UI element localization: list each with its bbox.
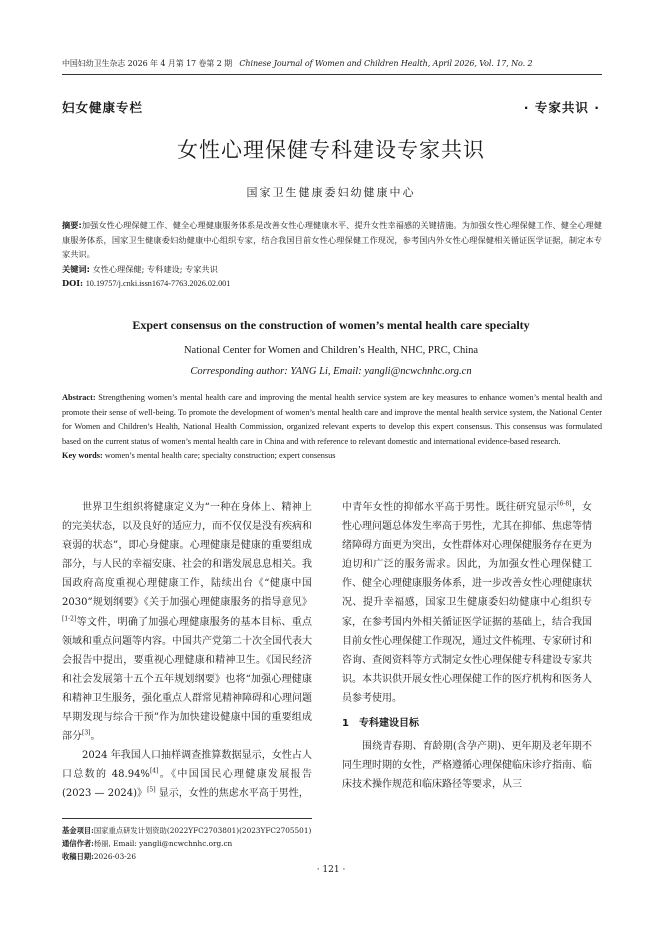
paper-title-en: Expert consensus on the construction of women’s mental health care specialty [132, 318, 530, 332]
body-column-left [62, 498, 312, 804]
column-tag-right: · 专家共识 · [523, 100, 600, 115]
running-header-cn: 中国妇幼卫生杂志 2026 年 4 月第 17 卷第 2 期 [62, 59, 233, 68]
doi: DOI: 10.19757/j.cnki.issn1674-7763.2026.02.001 [62, 278, 231, 288]
footnote [62, 824, 602, 863]
keywords-en: Key words: women’s mental health care; specialty construction; expert consensus [62, 451, 336, 460]
author-cn: 国家卫生健康委妇幼健康中心 [246, 186, 416, 199]
footnote-rule [62, 818, 312, 819]
section-heading: 1 专科建设目标 [342, 718, 419, 730]
abstract-cn-body: 摘要:加强女性心理保健工作、健全心理健康服务体系是改善女性心理健康水平、提升女性幸福感的关键措施。为加强女性心理保健工作、健全心理健康服务体系，国家卫生健康委妇幼健康中心组织专家，结合我国目前女性心理保健工作现况，参考国内外女性心理保健相关循证医学证据，制定本专家共识。 [62, 220, 602, 259]
body-paragraph: 中青年女性的抑郁水平高于男性。既往研究显示[6-8]，女性心理问题总体发生率高于男性，尤其在抑郁、焦虑等情绪障碍方面更为突出，女性群体对心理保健服务存在更为迫切和广泛的服务需求。因此，为加强女性心理保健工作、健全心理健康服务体系，进一步改善女性心理健康状况、提升幸福感，国家卫生健康委妇幼健康中心组织专家，在参考国内外相关循证医学证据的基础上，结合我国目前女性心理保健工作现况，通过文件梳理、专家研讨和咨询、查阅资料等方式制定女性心理保健专科建设专家共识。本共识供开展女性心理保健工作的医疗机构和医务人员参考使用。 [342, 500, 593, 704]
footnote-fund: 基金项目:国家重点研发计划资助(2022YFC2703801)(2023YFC2705501) [62, 826, 312, 835]
abstract-en-body: Abstract: Strengthening women’s mental health care and improving the mental health service system are key measures to enhance women’s mental health and promote their sense of well-being. To promote the development of women’s mental health care and improve the mental health service system, the National Center for Women and Children’s Health, National Health Commission, organized relevant experts to develop this expert consensus. This consensus was formulated based on the current status of women’s mental health care in China and with reference to relevant domestic and international evidence-based research. [62, 393, 602, 446]
keywords-cn: 关键词: 女性心理保健; 专科建设; 专家共识 [62, 263, 218, 274]
abstract-en [62, 391, 602, 464]
author-en: National Center for Women and Children’s Health, NHC, PRC, China [183, 345, 479, 356]
running-header-en: Chinese Journal of Women and Children Health, April 2026, Vol. 17, No. 2 [239, 59, 533, 68]
column-tag-left: 妇女健康专栏 [62, 100, 144, 115]
header-rule [62, 74, 602, 75]
body-paragraph: 2024 年我国人口抽样调查推算数据显示，女性占人口总数的 48.94%[4]。《中国国民心理健康发展报告 (2023 — 2024)》[5] 显示，女性的焦虑水平高于男性， [62, 750, 312, 800]
page-number: · 121 · [316, 865, 346, 875]
corresponding-author: Corresponding author: YANG Li, Email: yangli@ncwchnhc.org.cn [190, 366, 472, 377]
body-column-right [342, 498, 592, 794]
body-paragraph: 世界卫生组织将健康定义为“一种在身体上、精神上的完美状态，以及良好的适应力，而不仅仅是没有疾病和衰弱的状态”，即心身健康。心理健康是健康的重要组成部分，与人民的幸福安康、社会的和谐发展息息相关。我国政府高度重视心理健康工作，陆续出台《“健康中国 2030”规划纲要》《关于加强心理健康服务的指导意见》[1-2]等文件，明确了加强心理健康服务的基本目标、重点领域和重点问题等内容。中国共产党第二十次全国代表大会报告中提出，要重视心理健康和精神卫生。《国民经济和社会发展第十五个五年规划纲要》也将“加强心理健康和精神卫生服务，强化重点人群常见精神障碍和心理问题早期发现与综合干预”作为加快建设健康中国的重要组成部分[3]。 [62, 502, 312, 743]
running-header [62, 58, 602, 69]
paper-title-cn: 女性心理保健专科建设专家共识 [177, 138, 485, 162]
footnote-author: 通信作者:杨丽, Email: yangli@ncwchnhc.org.cn [62, 839, 233, 848]
body-paragraph: 围绕青春期、育龄期(含孕产期)、更年期及老年期不同生理时期的女性，严格遵循心理保健临床诊疗指南、临床技术操作规范和临床路径等要求，从三 [342, 741, 592, 791]
abstract-cn [62, 218, 602, 292]
footnote-date: 收稿日期:2026-03-26 [62, 852, 136, 861]
